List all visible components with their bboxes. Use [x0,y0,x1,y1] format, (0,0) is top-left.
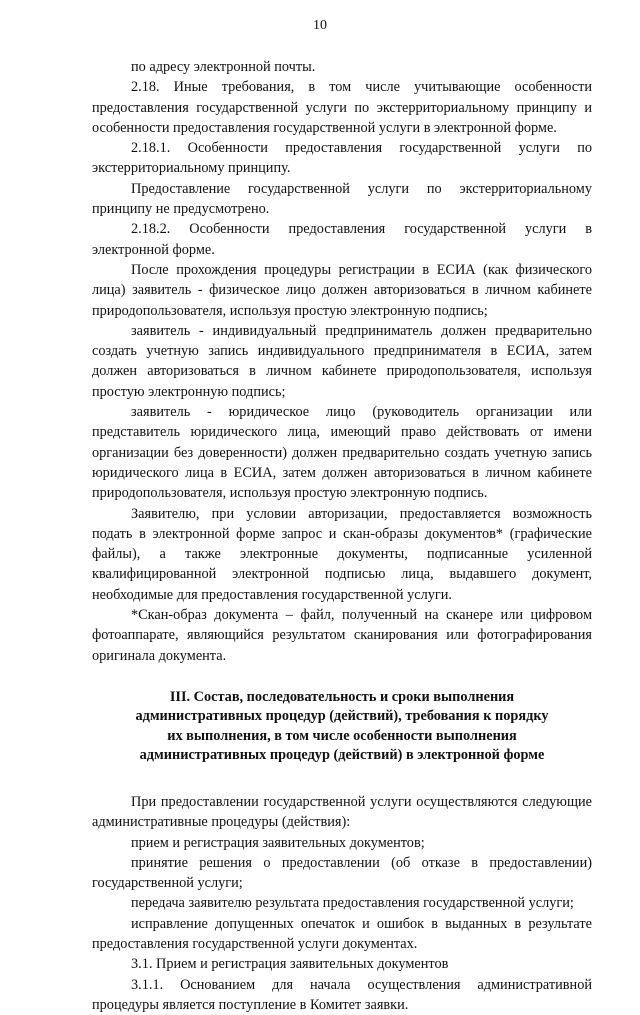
paragraph: 2.18.1. Особенности предоставления государственной услуги по экстерриториальному принципу. [92,140,592,177]
page-number: 10 [313,18,327,33]
paragraph: *Скан-образ документа – файл, полученный на сканере или цифровом фотоаппарате, являющийся результатом сканирования или фотографирования оригинала документа. [92,607,592,664]
document-body [92,57,592,1015]
paragraph: 2.18. Иные требования, в том числе учитывающие особенности предоставления государственной услуги по экстерриториальному принципу и особенности предоставления государственной услуги в электронной форме. [92,79,592,136]
paragraph: 3.1.1. Основанием для начала осуществления административной процедуры является поступление в Комитет заявки. [92,976,592,1013]
section-heading-line: административных процедур (действий), требования к порядку [135,708,549,725]
section-heading-line: III. Состав, последовательность и сроки выполнения [169,688,515,705]
paragraph: заявитель - индивидуальный предприниматель должен предварительно создать учетную запись индивидуального предпринимателя в ЕСИА, затем должен авторизоваться в личном кабинете природопользователя, используя простую электронную подпись; [92,322,592,400]
paragraphs-after [92,792,592,1015]
paragraph: Предоставление государственной услуги по экстерриториальному принципу не предусмотрено. [92,180,592,218]
paragraph: заявитель - юридическое лицо (руководитель организации или представитель юридического лица, имеющий право действовать от имени организации без доверенности) должен предварительно создать учетную запись юридического лица в ЕСИА, затем должен авторизоваться в личном кабинете природопользователя, используя простую электронную подпись. [92,404,592,502]
paragraph: по адресу электронной почты. [131,59,316,75]
paragraph: прием и регистрация заявительных документов; [131,834,425,851]
paragraph: При предоставлении государственной услуги осуществляются следующие административные процедуры (действия): [92,793,592,831]
section-heading-line: административных процедур (действий) в электронной форме [139,747,545,764]
paragraph: После прохождения процедуры регистрации в ЕСИА (как физического лица) заявитель - физическое лицо должен авторизоваться в личном кабинете природопользователя, используя простую электронную подпись; [92,261,592,319]
section-heading [92,688,592,766]
paragraphs-before [92,57,592,666]
paragraph: Заявителю, при условии авторизации, предоставляется возможность подать в электронной форме запрос и скан-образы документов* (графические файлы), а также электронные документы, подписанные усиленной квалифицированной электронной подписью лица, выдавшего документ, необходимые для предоставления государственной услуги. [92,505,592,603]
paragraph: исправление допущенных опечаток и ошибок в выданных в результате предоставления государственной услуги документах. [92,915,592,952]
paragraph: 2.18.2. Особенности предоставления государственной услуги в электронной форме. [92,221,592,258]
section-heading-line: их выполнения, в том числе особенности выполнения [167,727,517,744]
paragraph: принятие решения о предоставлении (об отказе в предоставлении) государственной услуги; [92,854,592,892]
paragraph: передача заявителю результата предоставления государственной услуги; [131,895,574,912]
paragraph: 3.1. Прием и регистрация заявительных документов [131,956,449,973]
